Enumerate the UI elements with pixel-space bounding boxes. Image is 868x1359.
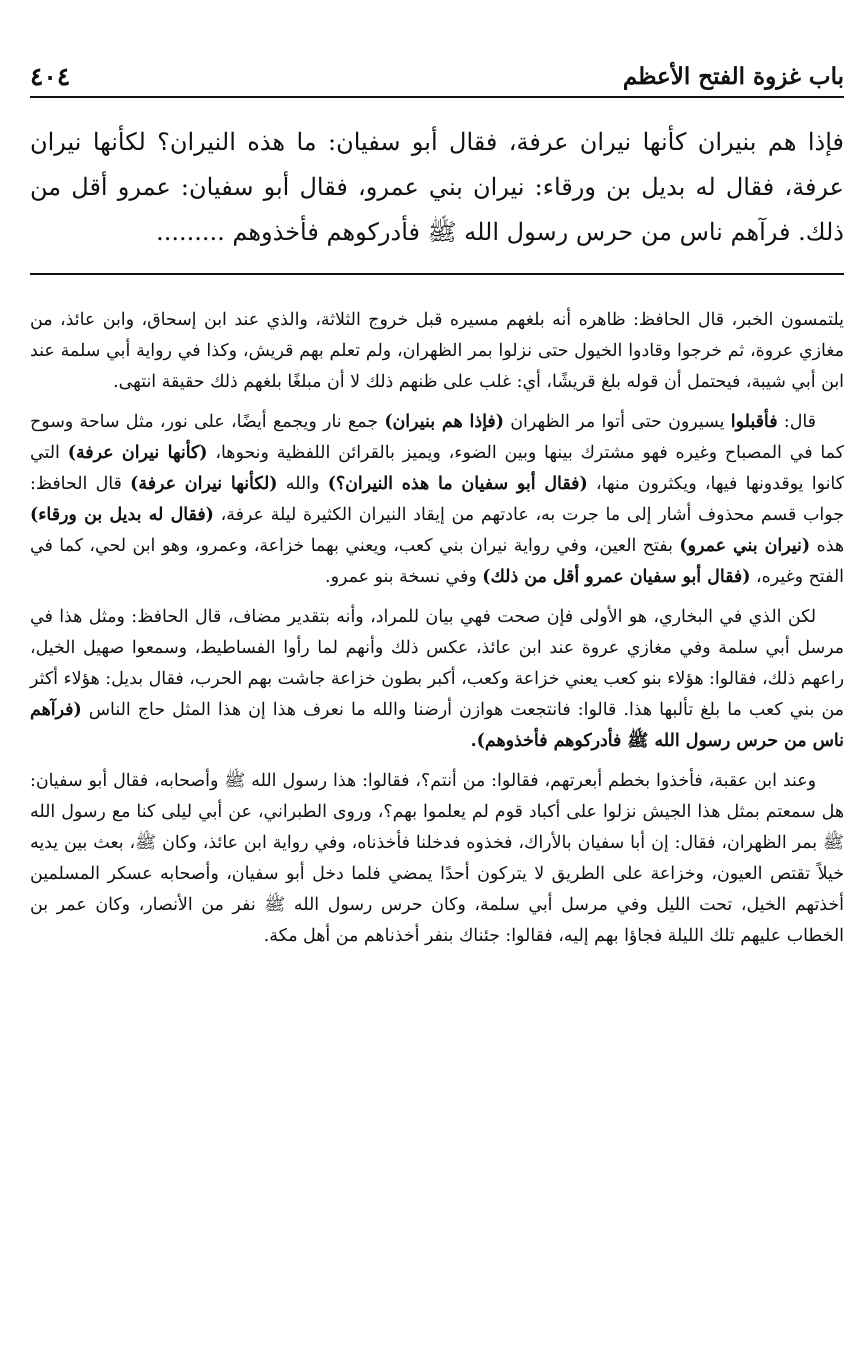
p2-quote-3: (كأنها نيران عرفة) xyxy=(67,443,208,463)
commentary xyxy=(30,305,844,961)
separator-rule xyxy=(30,273,844,275)
p3-quote-1: (فرآهم ناس من حرس رسول الله ﷺ فأدركوهم فأخذوهم). xyxy=(30,700,844,751)
p3-text-1: لكن الذي في البخاري، هو الأولى فإن صحت فهي بيان للمراد، وأنه بتقدير مضاف، قال الحافظ: ومثل هذا في مرسل أبي سلمة وفي مغازي عروة عند ابن عائذ، عكس ذلك وأنهم لما رأوا الفساطيط، وسمعوا صهيل الخيل، راعهم ذلك، فقالوا: هؤلاء بنو كعب يعني خزاعة وكعب، أكبر بطون خزاعة جاشت بهم الحرب، فقال بديل: هؤلاء أكثر من بني كعب ما بلغ تألبها هذا. قالوا: فانتجعت هوازن أرضنا والله ما نعرف هذا إن هذا المثل حاج الناس xyxy=(30,607,844,720)
p2-text-2: يسيرون حتى أتوا مر الظهران xyxy=(503,412,731,432)
p2-text-8: بفتح العين، وفي رواية نيران بني كعب، ويعني بهما خزاعة، وعمرو، وهو ابن لحي، كما في الفتح وغيره، xyxy=(30,536,844,587)
p2-quote-4: (فقال أبو سفيان ما هذه النيران؟) xyxy=(327,474,588,494)
running-title: باب غزوة الفتح الأعظم xyxy=(622,62,844,90)
p2-text-1: قال: xyxy=(777,412,816,432)
p2-text-3: جمع نار ويجمع أيضًا، على نور، مثل ساحة وسوح كما في المصباح وغيره فهو مشترك بينها وبين الضوء، ويميز بالقرائن اللفظية ونحوها، xyxy=(30,412,844,463)
p2-text-7: هذه xyxy=(810,536,844,556)
commentary-paragraph-2 xyxy=(30,407,844,593)
p2-quote-1: فأقبلوا xyxy=(730,412,778,432)
page-number: ٤٠٤ xyxy=(30,61,71,91)
main-text: فإذا هم بنيران كأنها نيران عرفة، فقال أبو سفيان: ما هذه النيران؟ لكأنها نيران عرفة، فقال له بديل بن ورقاء: نيران بني عمرو، فقال أبو سفيان: عمرو أقل من ذلك. فرآهم ناس من حرس رسول الله ﷺ فأدركوهم فأخذوهم ......... xyxy=(30,128,844,246)
p2-text-4: التي كانوا يوقدونها فيها، ويكثرون منها، xyxy=(30,443,844,494)
p2-quote-6: (فقال له بديل بن ورقاء) xyxy=(30,505,214,525)
p2-text-5: والله xyxy=(277,474,328,494)
commentary-paragraph-1: يلتمسون الخبر، قال الحافظ: ظاهره أنه بلغهم مسيره قبل خروج الثلاثة، والذي عند ابن إسحاق، وابن عائذ، من مغازي عروة، ثم خرجوا وقادوا الخيول حتى نزلوا بمر الظهران، ولم تعلم بهم قريش، وكذا في رواية أبي سلمة عند ابن أبي شيبة، فيحتمل أن قوله بلغ قريشًا، أي: غلب على ظنهم ذلك لا أن مبلغًا بلغهم ذلك حقيقة انتهى. xyxy=(30,310,844,392)
p2-quote-5: (لكأنها نيران عرفة) xyxy=(130,474,278,494)
page-header xyxy=(30,56,844,98)
p2-text-9: وفي نسخة بنو عمرو. xyxy=(325,567,483,587)
p2-text-6: قال الحافظ: جواب قسم محذوف أشار إلى ما جرت به، عادتهم من إيقاد النيران الكثيرة ليلة عرفة، xyxy=(30,474,844,525)
commentary-paragraph-4: وعند ابن عقبة، فأخذوا بخطم أبعرتهم، فقالوا: من أنتم؟، فقالوا: هذا رسول الله ﷺ وأصحابه، فقال أبو سفيان: هل سمعتم بمثل هذا الجيش نزلوا على أكباد قوم لم يعلموا بهم؟، وروى الطبراني، عن أبي ليلى كنا مع رسول الله ﷺ بمر الظهران، فقال: إن أبا سفيان بالأراك، فخذوه فدخلنا فأخذناه، وفي رواية ابن عائذ، وكان ﷺ، بعث بين يديه خيلاً تقتص العيون، وخزاعة على الطريق لا يتركون أحدًا يمضي فلما دخل أبو سفيان، وأصحابه عسكر المسلمين أخذتهم الخيل، تحت الليل وفي مرسل أبي سلمة، وكان حرس رسول الله ﷺ نفر من الأنصار، وكان عمر بن الخطاب عليهم تلك الليلة فجاؤا بهم إليه، فقالوا: جئناك بنفر أخذناهم من أهل مكة. xyxy=(30,771,844,946)
p2-quote-7: (نيران بني عمرو) xyxy=(679,536,811,556)
book-page xyxy=(30,0,844,1359)
commentary-paragraph-3 xyxy=(30,602,844,757)
p2-quote-2: (فإذا هم بنيران) xyxy=(384,412,504,432)
p2-quote-8: (فقال أبو سفيان عمرو أقل من ذلك) xyxy=(482,567,751,587)
